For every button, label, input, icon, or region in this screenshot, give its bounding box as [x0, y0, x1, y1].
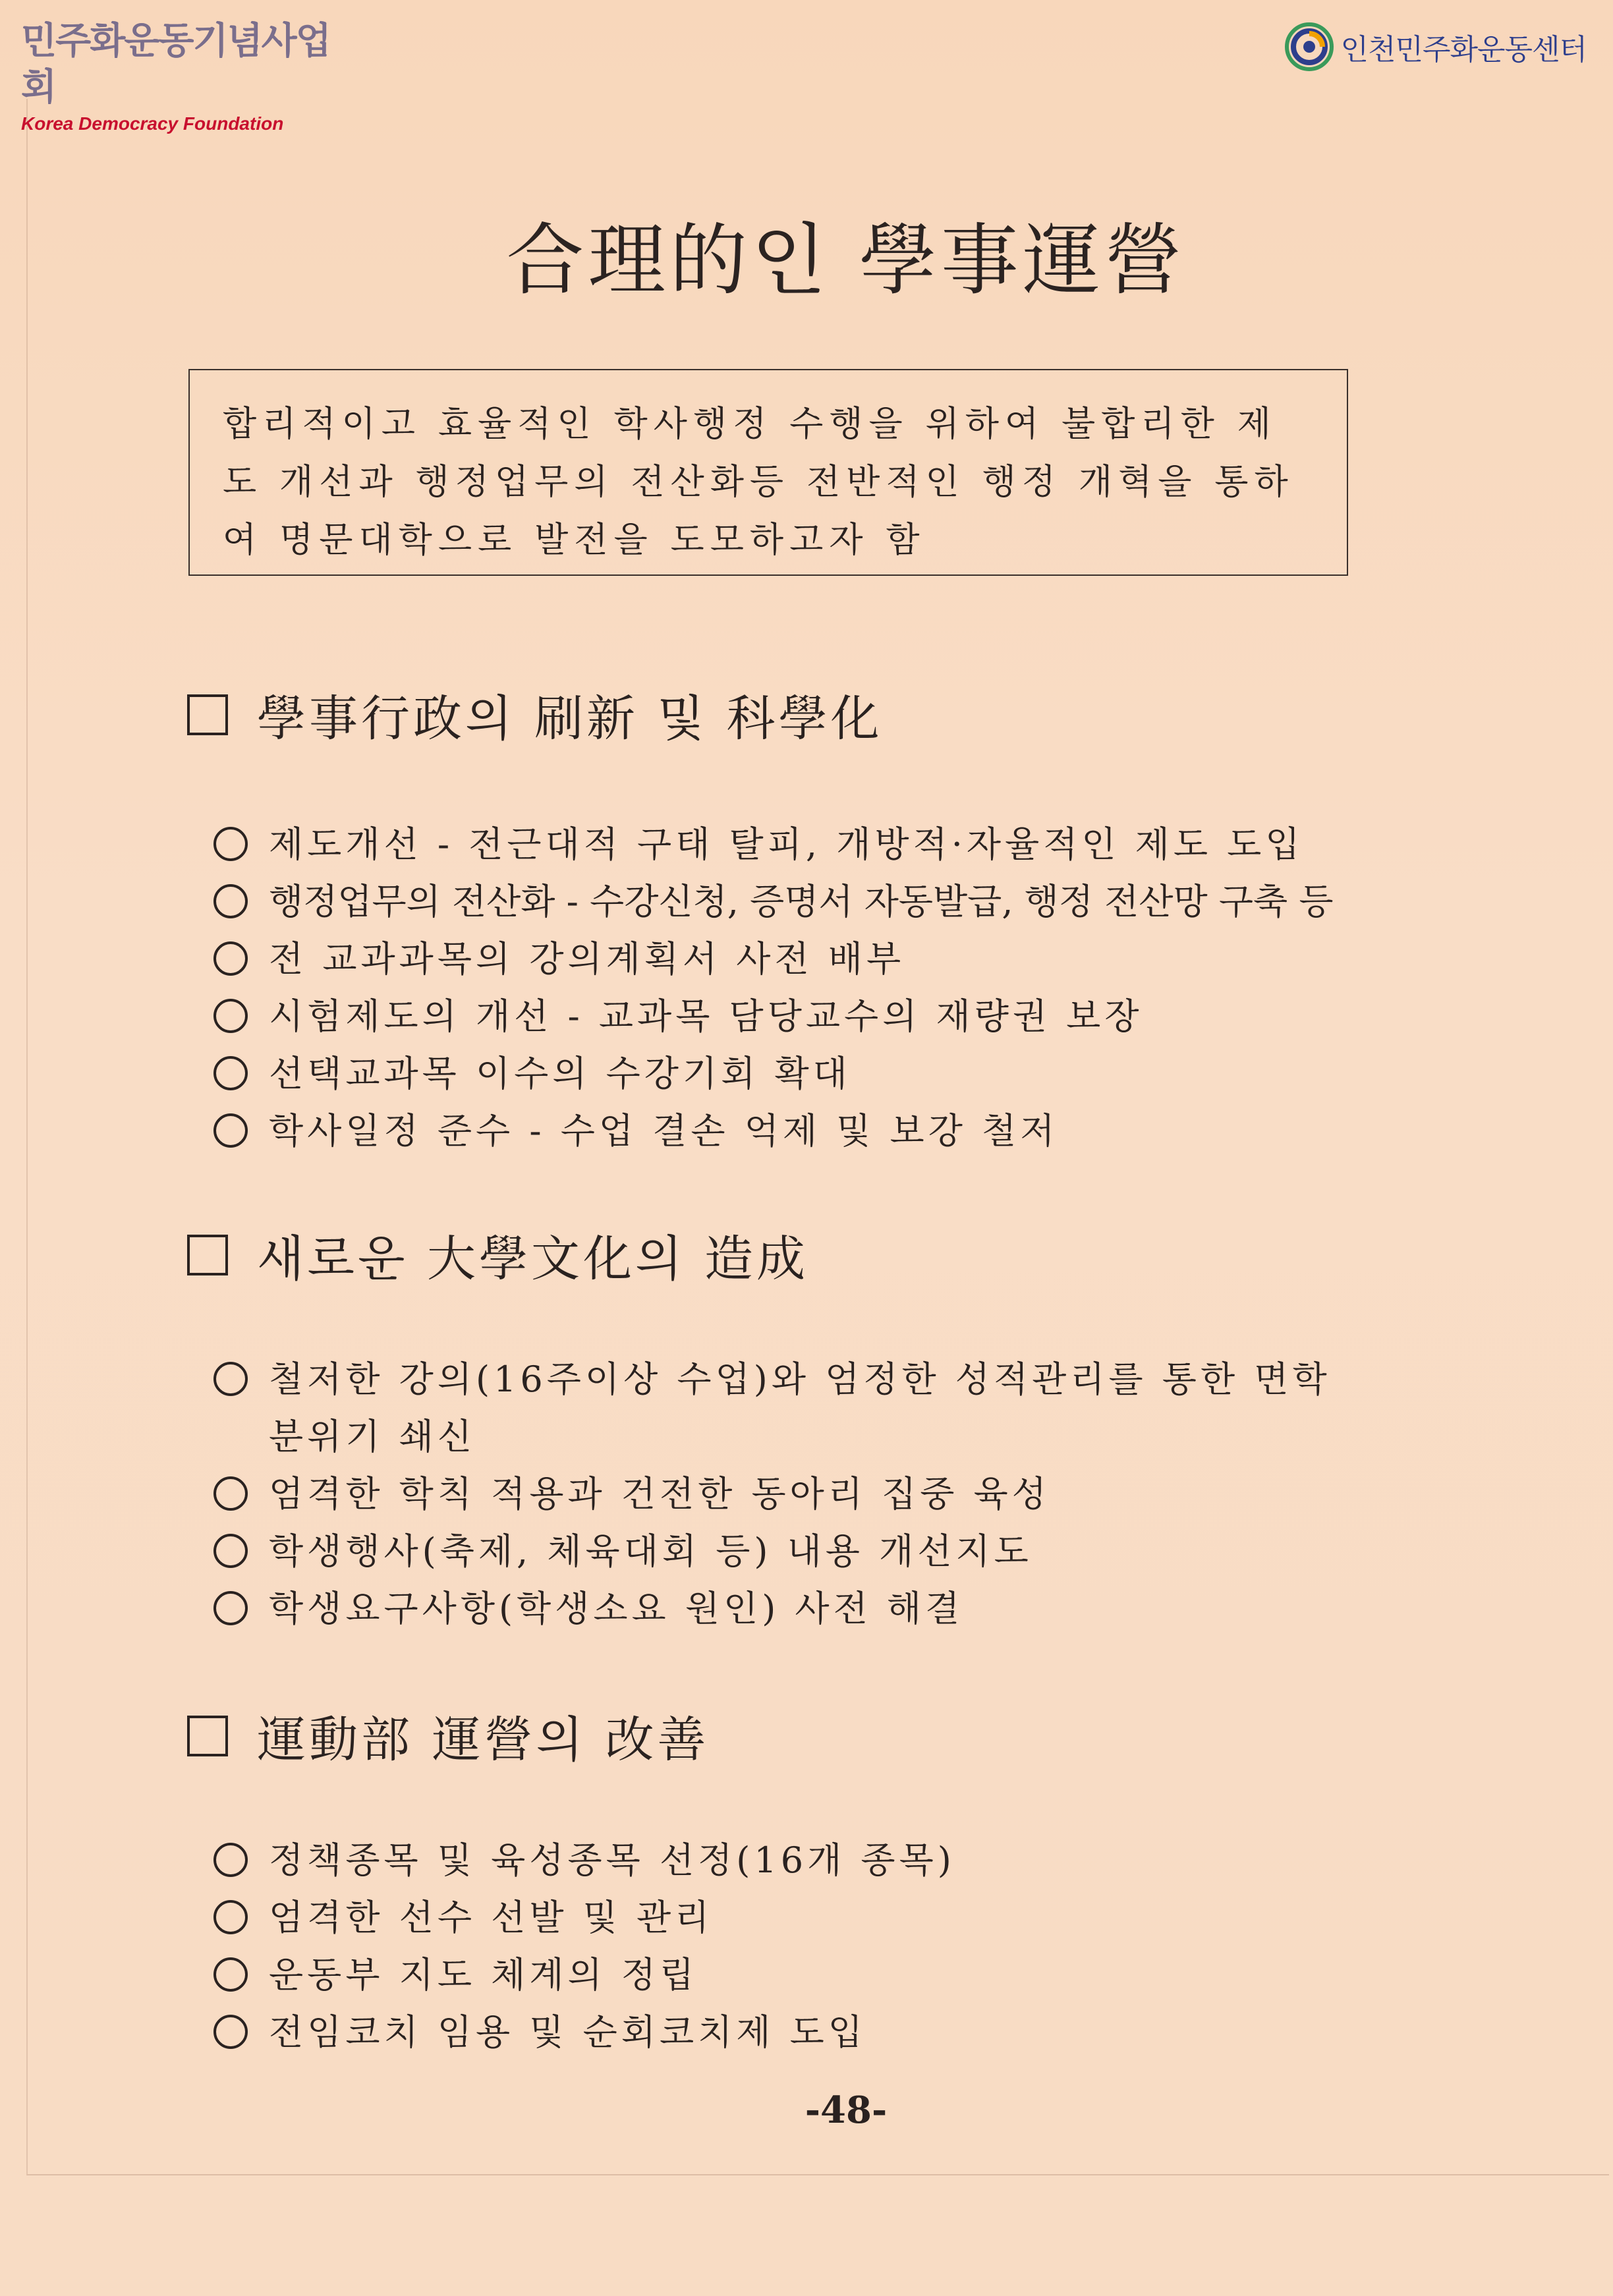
- circle-bullet-icon: [213, 2015, 248, 2049]
- section-university-culture: [187, 1219, 1439, 1637]
- page-number: -48-: [805, 2088, 888, 2132]
- kdf-logo-korean: 민주화운동기념사업회: [21, 20, 330, 109]
- item-list: [187, 816, 1439, 1160]
- circle-bullet-icon: [213, 1534, 248, 1568]
- circle-bullet-icon: [213, 999, 248, 1033]
- kdf-logo-english: Korea Democracy Foundation: [21, 113, 284, 134]
- incheon-center-name: 인천민주화운동센터: [1340, 33, 1587, 67]
- section-academic-admin: [187, 679, 1439, 1160]
- circle-bullet-icon: [213, 941, 248, 976]
- item-list: [187, 1832, 1439, 2061]
- section-title: 學事行政의 刷新 및 科學化: [257, 690, 883, 747]
- list-item: 학사일정 준수 - 수업 결손 억제 및 보강 철저: [187, 1102, 1439, 1160]
- section-heading: [187, 679, 1439, 751]
- section-heading: [187, 1219, 1439, 1291]
- list-item: 전임코치 임용 및 순회코치제 도입: [187, 2003, 1439, 2061]
- checkbox-icon: [187, 694, 228, 735]
- item-list: [187, 1351, 1347, 1637]
- list-item: 전 교과과목의 강의계획서 사전 배부: [187, 930, 1439, 988]
- list-item: 학생요구사항(학생소요 원인) 사전 해결: [187, 1580, 1347, 1637]
- list-item: 선택교과목 이수의 수강기회 확대: [187, 1045, 1439, 1102]
- circle-bullet-icon: [213, 1113, 248, 1148]
- circle-bullet-icon: [213, 1056, 248, 1090]
- section-heading: [187, 1700, 1439, 1772]
- incheon-center-logo: [1285, 22, 1587, 71]
- list-item: 제도개선 - 전근대적 구태 탈피, 개방적·자율적인 제도 도입: [187, 816, 1439, 873]
- checkbox-icon: [187, 1235, 228, 1275]
- circle-bullet-icon: [213, 1591, 248, 1625]
- list-item: 정책종목 및 육성종목 선정(16개 종목): [187, 1832, 1439, 1889]
- section-title: 새로운 大學文化의 造成: [257, 1231, 808, 1287]
- list-item: 철저한 강의(16주이상 수업)와 엄정한 성적관리를 통한 면학 분위기 쇄신: [187, 1351, 1347, 1465]
- list-item: 엄격한 학칙 적용과 건전한 동아리 집중 육성: [187, 1465, 1347, 1523]
- list-item: 운동부 지도 체계의 정립: [187, 1946, 1439, 2003]
- list-item: 학생행사(축제, 체육대회 등) 내용 개선지도: [187, 1523, 1347, 1580]
- list-item: 시험제도의 개선 - 교과목 담당교수의 재량권 보장: [187, 988, 1439, 1045]
- circle-bullet-icon: [213, 1362, 248, 1396]
- kdf-logo: [21, 18, 337, 134]
- circle-bullet-icon: [213, 1843, 248, 1877]
- circle-bullet-icon: [213, 1900, 248, 1934]
- circle-bullet-icon: [213, 827, 248, 861]
- circular-emblem-icon: [1285, 22, 1334, 71]
- checkbox-icon: [187, 1716, 228, 1756]
- page-title: 合理的인 學事運營: [506, 215, 1186, 306]
- summary-box: 합리적이고 효율적인 학사행정 수행을 위하여 불합리한 제도 개선과 행정업무의 전산화등 전반적인 행정 개혁을 통하여 명문대학으로 발전을 도모하고자 함: [188, 369, 1348, 576]
- circle-bullet-icon: [213, 1957, 248, 1992]
- list-item: 엄격한 선수 선발 및 관리: [187, 1889, 1439, 1946]
- circle-bullet-icon: [213, 1476, 248, 1511]
- list-item: 행정업무의 전산화 - 수강신청, 증명서 자동발급, 행정 전산망 구축 등: [187, 873, 1439, 930]
- circle-bullet-icon: [213, 884, 248, 918]
- section-title: 運動部 運營의 改善: [257, 1712, 710, 1768]
- section-athletics: [187, 1700, 1439, 2061]
